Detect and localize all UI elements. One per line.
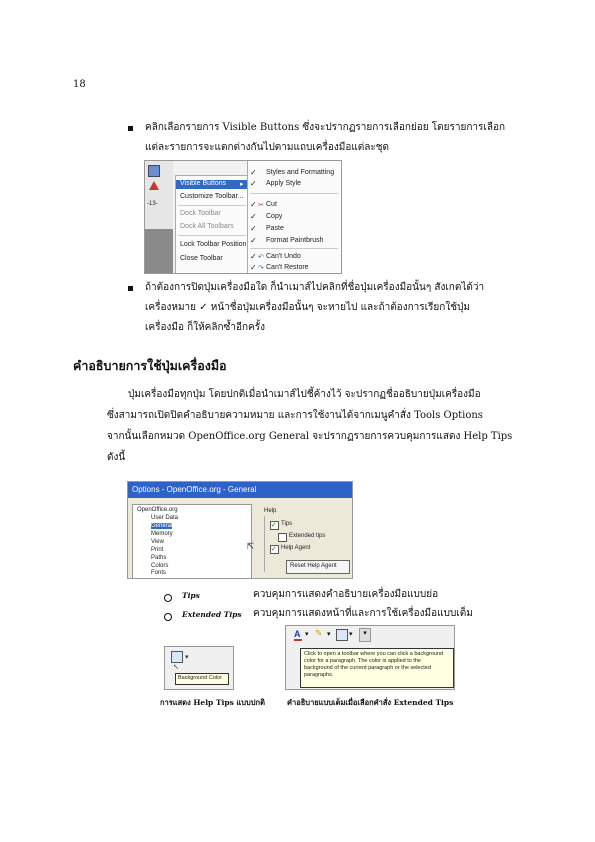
list-term-tips: Tips bbox=[182, 591, 200, 600]
paragraph-line2: ซึ่งสามารถเปิดปิดคำอธิบายความหมาย และการใช้งานได้จากเมนูคำสั่ง Tools Options bbox=[107, 410, 483, 421]
list-term-extended-tips: Extended Tips bbox=[182, 610, 242, 619]
bullet2-line2: เครื่องหมาย ✓ หน้าชื่อปุ่มเครื่องมือนั้นๆ จะหายไป และถ้าต้องการเรียกใช้ปุ่ม bbox=[145, 302, 470, 313]
menu-item-customize-toolbar[interactable]: Customize Toolbar... bbox=[180, 193, 244, 200]
help-agent-label: Help Agent bbox=[281, 545, 311, 551]
left-label: -13- bbox=[147, 201, 158, 207]
reset-help-agent-label: Reset Help Agent bbox=[290, 563, 337, 569]
tree-item[interactable]: Print bbox=[151, 547, 164, 553]
font-color-swatch bbox=[294, 639, 302, 641]
bullet2-line3: เครื่องมือ ก็ให้คลิกซ้ำอีกครั้ง bbox=[145, 322, 265, 333]
tree-item[interactable]: Memory bbox=[151, 531, 173, 537]
extended-tips-screenshot bbox=[285, 625, 455, 690]
check-icon: ✓ bbox=[250, 224, 257, 233]
reset-help-agent-button[interactable] bbox=[286, 560, 350, 574]
menu-item-lock-toolbar[interactable]: Lock Toolbar Position bbox=[180, 241, 247, 248]
help-agent-checkbox[interactable]: ✓ bbox=[270, 545, 279, 554]
menu-item-close-toolbar[interactable]: Close Toolbar bbox=[180, 255, 223, 262]
mouse-cursor-icon: ↖ bbox=[173, 663, 179, 671]
paragraph-line3: จากนั้นเลือกหมวด OpenOffice.org General จะปรากฏรายการควบคุมการแสดง Help Tips bbox=[107, 431, 513, 442]
mouse-cursor-icon: ⇱ bbox=[247, 542, 255, 552]
scissors-icon: ✂ bbox=[258, 202, 264, 209]
extended-tips-checkbox[interactable] bbox=[278, 533, 287, 542]
tree-item[interactable]: OpenOffice.org bbox=[137, 507, 178, 513]
submenu-item-cut[interactable]: Cut bbox=[266, 201, 277, 208]
dropdown-arrow-icon: ▾ bbox=[305, 630, 309, 638]
tree-item[interactable]: View bbox=[151, 539, 164, 545]
check-icon: ✓ bbox=[250, 212, 257, 221]
background-color-icon bbox=[336, 629, 348, 641]
submenu-item-copy[interactable]: Copy bbox=[266, 213, 283, 220]
submenu-item-paste[interactable]: Paste bbox=[266, 225, 284, 232]
submenu-item-cant-undo[interactable]: Can't Undo bbox=[266, 253, 301, 260]
caption-left: การแสดง Help Tips แบบปกติ bbox=[160, 698, 265, 707]
menu-item-dock-all-toolbars[interactable]: Dock All Toolbars bbox=[180, 223, 234, 230]
bullet-square bbox=[128, 286, 133, 291]
tree-item-selected[interactable]: General bbox=[151, 523, 173, 529]
dropdown-arrow-icon: ▾ bbox=[349, 630, 353, 638]
paragraph-line1: ปุ่มเครื่องมือทุกปุ่ม โดยปกติเมื่อนำเมาส์ไปชี้ค้างไว้ จะปรากฏชื่ออธิบายปุ่มเครื่องมือ bbox=[128, 389, 481, 400]
tree-item[interactable]: Fonts bbox=[151, 570, 167, 576]
menu-item-dock-toolbar[interactable]: Dock Toolbar bbox=[180, 210, 221, 217]
paragraph-line4: ดังนี้ bbox=[107, 452, 126, 463]
section-heading: คำอธิบายการใช้ปุ่มเครื่องมือ bbox=[73, 358, 227, 373]
submenu-item-apply-style[interactable]: Apply Style bbox=[266, 180, 302, 187]
undo-icon: ↶ bbox=[258, 254, 264, 261]
bullet2-line1: ถ้าต้องการปิดปุ่มเครื่องมือใด ก็นำเมาส์ไปคลิกที่ชื่อปุ่มเครื่องมือนั้นๆ สังเกตได้ว่า bbox=[145, 282, 485, 293]
tree-item[interactable]: Paths bbox=[151, 555, 167, 561]
check-icon: ✓ bbox=[250, 263, 257, 272]
page-number: 18 bbox=[73, 79, 86, 90]
circle-bullet bbox=[164, 594, 172, 602]
check-icon: ✓ bbox=[250, 236, 257, 245]
circle-bullet bbox=[164, 613, 172, 621]
group-divider bbox=[264, 516, 265, 572]
highlight-icon: ✎ bbox=[315, 629, 323, 639]
tips-checkbox[interactable]: ✓ bbox=[270, 521, 279, 530]
check-icon: ✓ bbox=[250, 252, 257, 261]
redo-icon: ↷ bbox=[258, 265, 264, 272]
options-tree bbox=[132, 504, 252, 579]
extended-tips-label: Extended tips bbox=[289, 533, 326, 539]
menu-separator bbox=[178, 205, 246, 206]
list-desc-extended-tips: ควบคุมการแสดงหน้าที่และการใช้เครื่องมือแบบเต็ม bbox=[253, 608, 473, 619]
dropdown-arrow-icon: ▾ bbox=[185, 653, 189, 661]
submenu-arrow-icon: ▸ bbox=[240, 181, 244, 188]
menu-separator bbox=[250, 248, 338, 249]
check-icon: ✓ bbox=[250, 200, 257, 209]
menu-separator bbox=[250, 193, 338, 194]
menu-item-visible-buttons[interactable]: Visible Buttons bbox=[180, 180, 227, 187]
gray-area bbox=[145, 229, 173, 273]
options-dialog-screenshot bbox=[127, 481, 353, 579]
submenu-item-styles[interactable]: Styles and Formatting bbox=[266, 169, 335, 176]
check-icon: ✓ bbox=[250, 179, 257, 188]
check-icon: ✓ bbox=[250, 168, 257, 177]
toolbar-icon bbox=[148, 165, 160, 177]
submenu bbox=[247, 161, 342, 273]
background-color-icon bbox=[171, 651, 183, 663]
tips-screenshot bbox=[164, 646, 234, 690]
extended-tooltip-text: Click to open a toolbar where you can click a background color for a paragraph. The color is applied to the background of the current paragraph or the selected paragraphs. bbox=[304, 651, 444, 678]
extended-tooltip-box bbox=[300, 648, 454, 688]
bullet-square bbox=[128, 126, 133, 131]
submenu-item-cant-restore[interactable]: Can't Restore bbox=[266, 264, 309, 271]
list-desc-tips: ควบคุมการแสดงคำอธิบายเครื่องมือแบบย่อ bbox=[253, 589, 439, 600]
visible-buttons-menu-screenshot bbox=[144, 160, 342, 274]
tips-label: Tips bbox=[281, 521, 293, 527]
bullet1-line1: คลิกเลือกรายการ Visible Buttons ซึ่งจะปรากฏรายการเลือกย่อย โดยรายการเลือก bbox=[145, 122, 506, 133]
tree-item[interactable]: User Data bbox=[151, 515, 179, 521]
help-group-label: Help bbox=[264, 508, 277, 514]
tooltip-box bbox=[175, 673, 229, 685]
caption-right: คำอธิบายแบบเต็มเมื่อเลือกคำสั่ง Extended Tips bbox=[287, 698, 454, 707]
menu-separator bbox=[178, 235, 246, 236]
dialog-title: Options - OpenOffice.org - General bbox=[128, 482, 353, 498]
tooltip-text: Background Color bbox=[178, 675, 223, 681]
more-icon: ▾ bbox=[359, 628, 371, 642]
tree-item[interactable]: Colors bbox=[151, 563, 169, 569]
font-color-icon: A bbox=[294, 629, 301, 639]
warning-icon bbox=[149, 181, 159, 190]
context-menu bbox=[175, 175, 249, 274]
dropdown-arrow-icon: ▾ bbox=[327, 630, 331, 638]
bullet1-line2: แต่ละรายการจะแตกต่างกันไปตามแถบเครื่องมือแต่ละชุด bbox=[145, 142, 390, 153]
submenu-item-format-paintbrush[interactable]: Format Paintbrush bbox=[266, 237, 324, 244]
